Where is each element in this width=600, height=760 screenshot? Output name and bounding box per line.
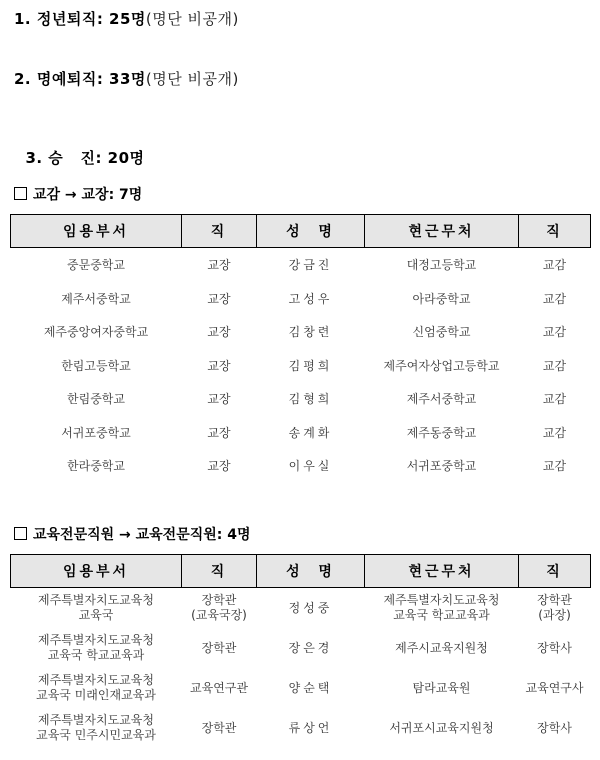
header-current-position: 직: [519, 215, 591, 248]
cell-line: 교육국 학교교육과: [393, 608, 490, 622]
table-header-row: [11, 215, 591, 248]
heading-retirement-label: 1. 정년퇴직: 25명: [14, 10, 146, 28]
cell-dept: 제주서중학교: [61, 291, 131, 306]
cell-line: 제주특별자치도교육청: [38, 673, 154, 687]
cell-name: 송계화: [288, 425, 333, 440]
cell-dept: [11, 668, 182, 708]
cell-dept: [11, 588, 182, 629]
cell-position: 교장: [207, 358, 231, 373]
cell-current-workplace: 제주여자상업고등학교: [383, 358, 500, 373]
cell-dept: [11, 708, 182, 748]
header-position: 직: [182, 555, 257, 588]
subhead-specialist: [14, 524, 251, 544]
cell-current-position: 교감: [542, 291, 567, 306]
cell-current-position: 교감: [542, 425, 567, 440]
header-current-workplace: 현근무처: [365, 215, 519, 248]
cell-dept: 서귀포중학교: [61, 425, 131, 440]
table-principal-promotion: [10, 214, 591, 483]
table-row: [11, 282, 591, 316]
cell-position: 교장: [207, 459, 231, 474]
cell-line: (교육국장): [191, 608, 247, 622]
cell-current-workplace: 서귀포중학교: [406, 459, 477, 474]
cell-line: 교육국 학교교육과: [47, 648, 145, 662]
cell-current-position: 교육연구사: [525, 680, 584, 695]
cell-current-position: 장학사: [537, 640, 572, 655]
cell-current-workplace: 아라중학교: [412, 291, 471, 306]
cell-position: 장학관: [201, 720, 237, 735]
cell-line: 장학관: [201, 593, 237, 607]
heading-retirement: [14, 8, 239, 29]
cell-name: 김평희: [288, 358, 333, 373]
cell-current-workplace: 대정고등학교: [406, 258, 477, 273]
heading-retirement-note: (명단 비공개): [145, 10, 239, 28]
cell-line: 제주특별자치도교육청: [38, 713, 154, 727]
table-row: [11, 668, 591, 708]
header-dept: 임용부서: [11, 215, 182, 248]
cell-current-position: 교감: [542, 325, 567, 340]
cell-name: 류상언: [288, 720, 333, 735]
cell-name: 고성우: [288, 291, 333, 306]
cell-current-workplace: 제주시교육지원청: [395, 640, 488, 655]
cell-position: 교장: [207, 325, 231, 340]
header-position: 직: [182, 215, 257, 248]
table-row: [11, 708, 591, 748]
cell-position: 교장: [207, 425, 231, 440]
heading-promotion: [14, 129, 145, 168]
cell-current-workplace: 제주동중학교: [406, 425, 477, 440]
cell-line: 제주특별자치도교육청: [38, 593, 154, 607]
cell-dept: 한림중학교: [67, 392, 125, 407]
cell-name: 강금진: [288, 258, 333, 273]
cell-current-position: 교감: [542, 459, 567, 474]
header-name: 성 명: [257, 555, 365, 588]
cell-name: 김창련: [288, 325, 333, 340]
cell-dept: 중문중학교: [67, 258, 125, 273]
header-name: 성 명: [257, 215, 365, 248]
cell-position: 교장: [207, 258, 231, 273]
cell-line: (과장): [538, 608, 571, 622]
cell-dept: 제주중앙여자중학교: [43, 325, 149, 340]
table-row: [11, 248, 591, 282]
cell-line: 교육국 민주시민교육과: [36, 728, 156, 742]
cell-dept: 한라중학교: [67, 459, 125, 474]
cell-name: 정성중: [288, 600, 333, 615]
checkbox-square-icon: [14, 527, 27, 540]
cell-current-workplace: 제주서중학교: [406, 392, 477, 407]
cell-position: 교장: [207, 392, 231, 407]
subhead-specialist-label: 교육전문직원 → 교육전문직원: 4명: [33, 527, 251, 543]
table-row: [11, 382, 591, 416]
table-header-row: [11, 555, 591, 588]
cell-position: [182, 588, 257, 629]
table-row: [11, 416, 591, 450]
cell-current-workplace: [365, 588, 519, 629]
cell-name: 장은경: [288, 640, 333, 655]
table-body: [11, 588, 591, 749]
cell-current-position: 교감: [542, 392, 567, 407]
header-current-workplace: 현근무처: [365, 555, 519, 588]
cell-dept: [11, 628, 182, 668]
table-row: [11, 628, 591, 668]
cell-line: 교육국 미래인재교육과: [36, 688, 156, 702]
checkbox-square-icon: [14, 187, 27, 200]
cell-line: 제주특별자치도교육청: [383, 593, 500, 607]
table-row: [11, 449, 591, 483]
heading-honorary-retirement: [14, 68, 239, 89]
cell-current-position: [519, 588, 591, 629]
heading-promotion-label: 3. 승 진: 20명: [25, 149, 145, 167]
table-row: [11, 315, 591, 349]
cell-name: 양순택: [288, 680, 333, 695]
table-row: [11, 588, 591, 629]
cell-name: 이우실: [288, 459, 333, 474]
cell-current-workplace: 탐라교육원: [412, 680, 471, 695]
heading-honorary-label: 2. 명예퇴직: 33명: [14, 70, 146, 88]
header-dept: 임용부서: [11, 555, 182, 588]
cell-name: 김형희: [288, 392, 333, 407]
cell-line: 교육국: [78, 608, 114, 622]
header-current-position: 직: [519, 555, 591, 588]
cell-current-workplace: 신엄중학교: [412, 325, 471, 340]
subhead-principal: [14, 184, 142, 204]
cell-dept: 한림고등학교: [61, 358, 131, 373]
cell-line: 장학관: [537, 593, 572, 607]
cell-current-workplace: 서귀포시교육지원청: [389, 720, 494, 735]
cell-position: 장학관: [201, 640, 237, 655]
table-row: [11, 349, 591, 383]
table-specialist-transfer: [10, 554, 591, 748]
heading-honorary-note: (명단 비공개): [145, 70, 239, 88]
cell-current-position: 교감: [542, 258, 567, 273]
table-body: [11, 248, 591, 483]
cell-position: 교장: [207, 291, 231, 306]
cell-position: 교육연구관: [190, 680, 248, 695]
cell-current-position: 장학사: [537, 720, 572, 735]
cell-current-position: 교감: [542, 358, 567, 373]
cell-line: 제주특별자치도교육청: [38, 633, 154, 647]
subhead-principal-label: 교감 → 교장: 7명: [33, 187, 143, 203]
